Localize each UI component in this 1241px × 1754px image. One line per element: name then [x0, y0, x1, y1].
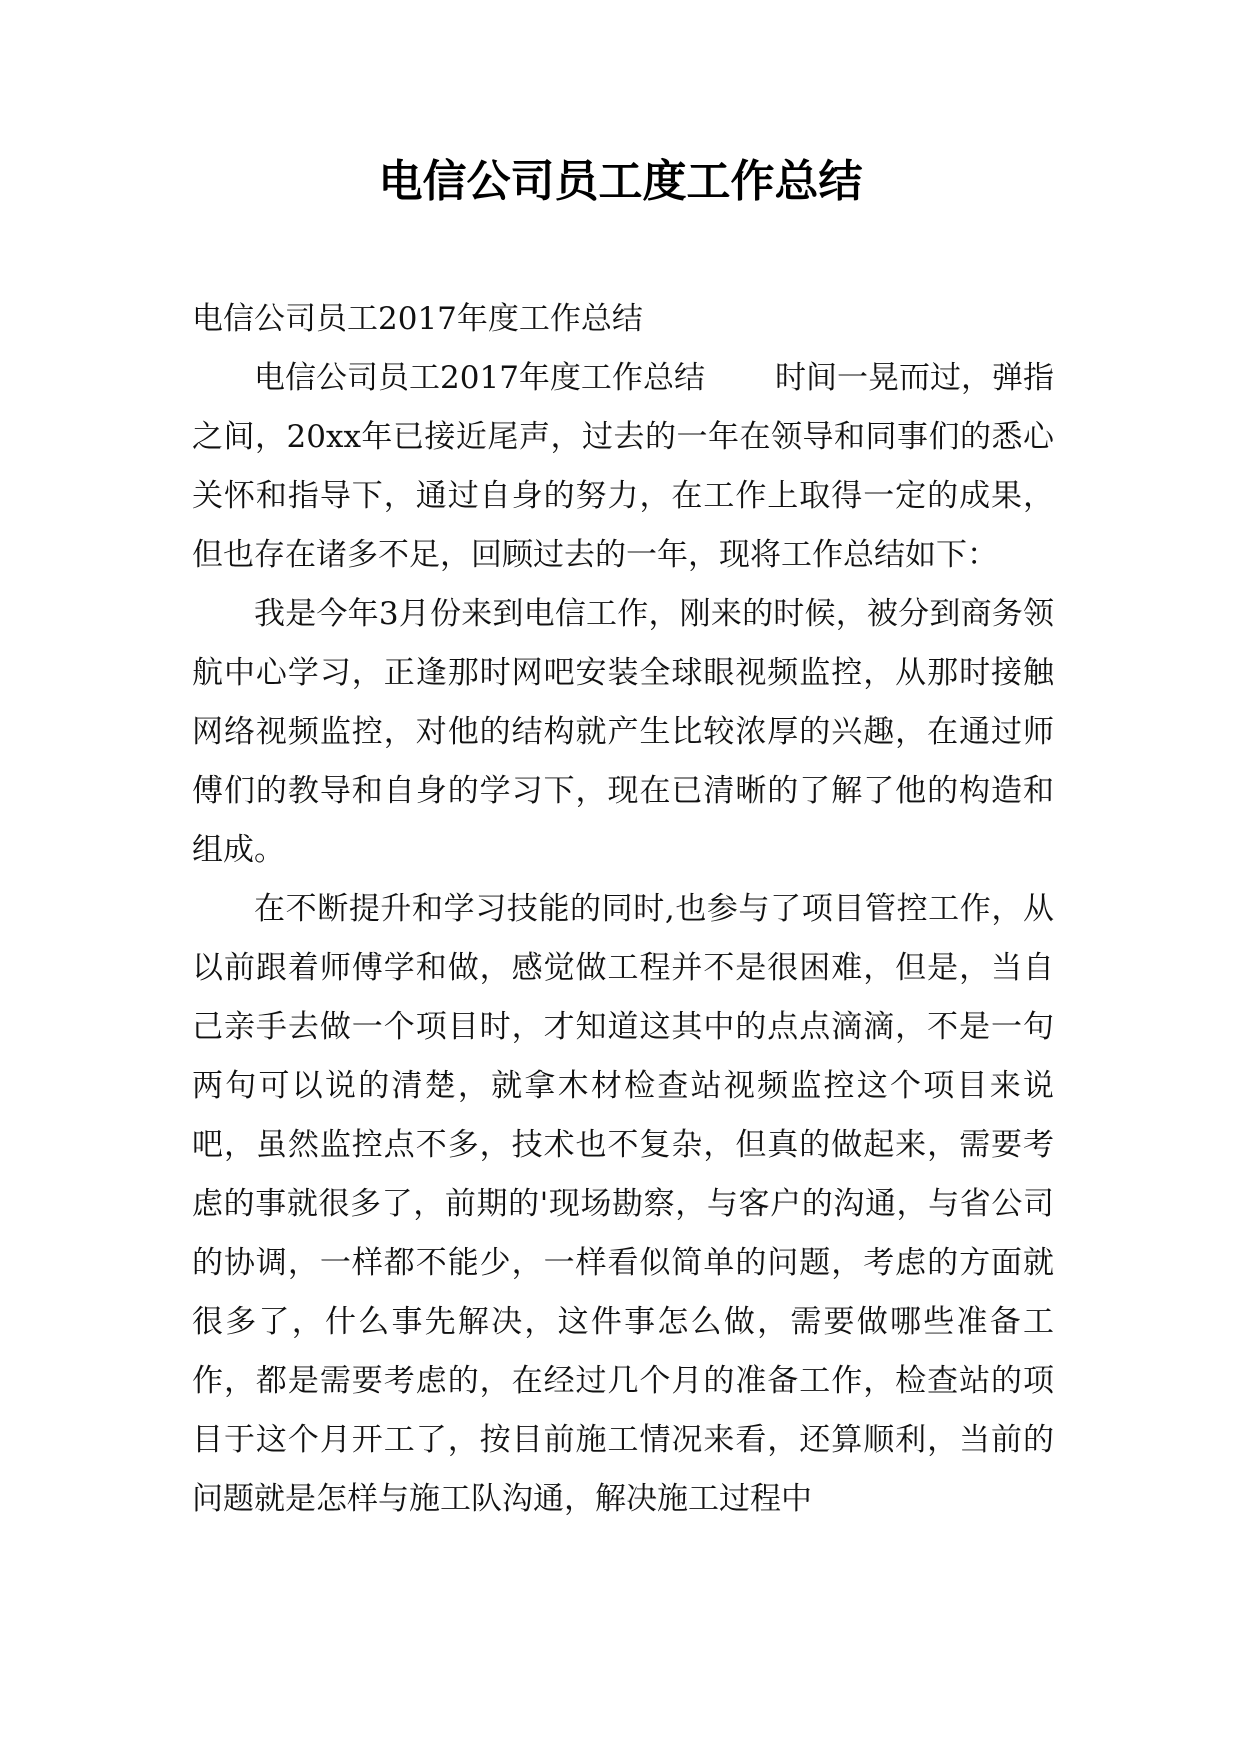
paragraph-3: 在不断提升和学习技能的同时,也参与了项目管控工作，从以前跟着师傅学和做，感觉做工程并不是很困难，但是，当自己亲手去做一个项目时，才知道这其中的点点滴滴，不是一句两句可以说的清楚，就拿木材检查站视频监控这个项目来说吧，虽然监控点不多，技术也不复杂，但真的做起来，需要考虑的事就很多了，前期的'现场勘察，与客户的沟通，与省公司的协调，一样都不能少，一样看似简单的问题，考虑的方面就很多了，什么事先解决，这件事怎么做，需要做哪些准备工作，都是需要考虑的，在经过几个月的准备工作，检查站的项目于这个月开工了，按目前施工情况来看，还算顺利，当前的问题就是怎样与施工队沟通，解决施工过程中	[192, 891, 1054, 1517]
paragraph-2: 我是今年3月份来到电信工作，刚来的时候，被分到商务领航中心学习，正逢那时网吧安装全球眼视频监控，从那时接触网络视频监控，对他的结构就产生比较浓厚的兴趣，在通过师傅们的教导和自身的学习下，现在已清晰的了解了他的构造和组成。	[192, 596, 1054, 868]
subtitle-line: 电信公司员工2017年度工作总结	[192, 301, 643, 337]
page-title: 电信公司员工度工作总结	[378, 156, 863, 207]
paragraph-1	[192, 349, 1054, 585]
document-body	[192, 290, 1054, 1529]
paragraph-1-text: 时间一晃而过，弹指之间，20xx年已接近尾声，过去的一年在领导和同事们的悉心关怀和指导下，通过自身的努力，在工作上取得一定的成果，但也存在诸多不足，回顾过去的一年，现将工作总结如下：	[192, 360, 1054, 573]
paragraph-1-lead: 电信公司员工2017年度工作总结	[254, 360, 705, 396]
